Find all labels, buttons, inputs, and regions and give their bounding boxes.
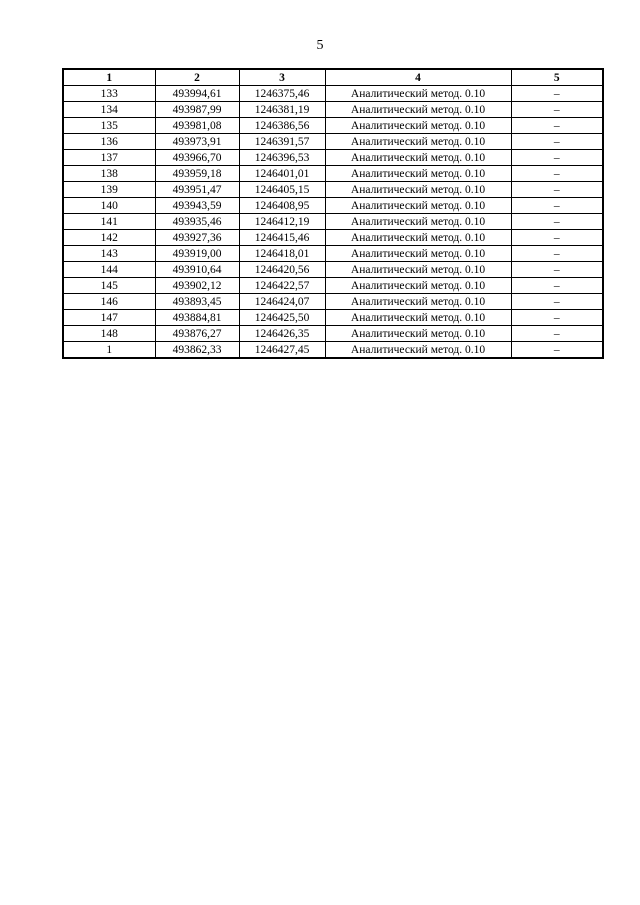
method-accuracy-cell: Аналитический метод. 0.10	[325, 310, 511, 326]
method-accuracy-cell: Аналитический метод. 0.10	[325, 198, 511, 214]
x-coordinate-cell: 493862,33	[155, 342, 239, 359]
x-coordinate-cell: 493987,99	[155, 102, 239, 118]
page-number: 5	[316, 38, 324, 53]
column-header-2: 2	[155, 69, 239, 86]
header-row	[63, 69, 603, 86]
coordinates-table	[62, 68, 604, 359]
method-accuracy-cell: Аналитический метод. 0.10	[325, 230, 511, 246]
point-number-cell: 147	[63, 310, 155, 326]
method-accuracy-cell: Аналитический метод. 0.10	[325, 278, 511, 294]
y-coordinate-cell: 1246420,56	[239, 262, 325, 278]
x-coordinate-cell: 493951,47	[155, 182, 239, 198]
point-number-cell: 135	[63, 118, 155, 134]
point-number-cell: 143	[63, 246, 155, 262]
point-number-cell: 139	[63, 182, 155, 198]
x-coordinate-cell: 493981,08	[155, 118, 239, 134]
y-coordinate-cell: 1246425,50	[239, 310, 325, 326]
x-coordinate-cell: 493966,70	[155, 150, 239, 166]
table-row	[63, 230, 603, 246]
y-coordinate-cell: 1246408,95	[239, 198, 325, 214]
point-number-cell: 1	[63, 342, 155, 359]
point-number-cell: 136	[63, 134, 155, 150]
method-accuracy-cell: Аналитический метод. 0.10	[325, 326, 511, 342]
note-cell: –	[511, 166, 603, 182]
method-accuracy-cell: Аналитический метод. 0.10	[325, 342, 511, 359]
table-row	[63, 278, 603, 294]
note-cell: –	[511, 262, 603, 278]
table-row	[63, 118, 603, 134]
table-row	[63, 214, 603, 230]
y-coordinate-cell: 1246426,35	[239, 326, 325, 342]
y-coordinate-cell: 1246415,46	[239, 230, 325, 246]
x-coordinate-cell: 493876,27	[155, 326, 239, 342]
point-number-cell: 138	[63, 166, 155, 182]
column-header-5: 5	[511, 69, 603, 86]
x-coordinate-cell: 493973,91	[155, 134, 239, 150]
table-row	[63, 246, 603, 262]
method-accuracy-cell: Аналитический метод. 0.10	[325, 134, 511, 150]
note-cell: –	[511, 150, 603, 166]
note-cell: –	[511, 310, 603, 326]
table-row	[63, 182, 603, 198]
method-accuracy-cell: Аналитический метод. 0.10	[325, 150, 511, 166]
x-coordinate-cell: 493910,64	[155, 262, 239, 278]
note-cell: –	[511, 86, 603, 102]
table-row	[63, 262, 603, 278]
point-number-cell: 142	[63, 230, 155, 246]
method-accuracy-cell: Аналитический метод. 0.10	[325, 86, 511, 102]
table-row	[63, 150, 603, 166]
note-cell: –	[511, 118, 603, 134]
x-coordinate-cell: 493893,45	[155, 294, 239, 310]
table-row	[63, 294, 603, 310]
point-number-cell: 137	[63, 150, 155, 166]
y-coordinate-cell: 1246424,07	[239, 294, 325, 310]
point-number-cell: 148	[63, 326, 155, 342]
y-coordinate-cell: 1246396,53	[239, 150, 325, 166]
y-coordinate-cell: 1246381,19	[239, 102, 325, 118]
method-accuracy-cell: Аналитический метод. 0.10	[325, 246, 511, 262]
point-number-cell: 141	[63, 214, 155, 230]
x-coordinate-cell: 493919,00	[155, 246, 239, 262]
point-number-cell: 144	[63, 262, 155, 278]
note-cell: –	[511, 342, 603, 359]
note-cell: –	[511, 294, 603, 310]
table-row	[63, 134, 603, 150]
note-cell: –	[511, 198, 603, 214]
table-row	[63, 166, 603, 182]
x-coordinate-cell: 493943,59	[155, 198, 239, 214]
point-number-cell: 140	[63, 198, 155, 214]
note-cell: –	[511, 182, 603, 198]
note-cell: –	[511, 326, 603, 342]
table-body	[63, 86, 603, 359]
y-coordinate-cell: 1246405,15	[239, 182, 325, 198]
x-coordinate-cell: 493927,36	[155, 230, 239, 246]
point-number-cell: 146	[63, 294, 155, 310]
method-accuracy-cell: Аналитический метод. 0.10	[325, 118, 511, 134]
table-row	[63, 86, 603, 102]
y-coordinate-cell: 1246391,57	[239, 134, 325, 150]
table-row	[63, 198, 603, 214]
table-header	[63, 69, 603, 86]
method-accuracy-cell: Аналитический метод. 0.10	[325, 182, 511, 198]
y-coordinate-cell: 1246401,01	[239, 166, 325, 182]
x-coordinate-cell: 493935,46	[155, 214, 239, 230]
y-coordinate-cell: 1246418,01	[239, 246, 325, 262]
method-accuracy-cell: Аналитический метод. 0.10	[325, 102, 511, 118]
point-number-cell: 145	[63, 278, 155, 294]
note-cell: –	[511, 214, 603, 230]
y-coordinate-cell: 1246422,57	[239, 278, 325, 294]
y-coordinate-cell: 1246386,56	[239, 118, 325, 134]
x-coordinate-cell: 493902,12	[155, 278, 239, 294]
y-coordinate-cell: 1246375,46	[239, 86, 325, 102]
table-row	[63, 342, 603, 359]
x-coordinate-cell: 493959,18	[155, 166, 239, 182]
point-number-cell: 133	[63, 86, 155, 102]
table-row	[63, 102, 603, 118]
method-accuracy-cell: Аналитический метод. 0.10	[325, 166, 511, 182]
note-cell: –	[511, 278, 603, 294]
method-accuracy-cell: Аналитический метод. 0.10	[325, 214, 511, 230]
table-row	[63, 326, 603, 342]
note-cell: –	[511, 134, 603, 150]
note-cell: –	[511, 246, 603, 262]
x-coordinate-cell: 493994,61	[155, 86, 239, 102]
x-coordinate-cell: 493884,81	[155, 310, 239, 326]
y-coordinate-cell: 1246427,45	[239, 342, 325, 359]
column-header-3: 3	[239, 69, 325, 86]
note-cell: –	[511, 102, 603, 118]
note-cell: –	[511, 230, 603, 246]
y-coordinate-cell: 1246412,19	[239, 214, 325, 230]
method-accuracy-cell: Аналитический метод. 0.10	[325, 262, 511, 278]
method-accuracy-cell: Аналитический метод. 0.10	[325, 294, 511, 310]
point-number-cell: 134	[63, 102, 155, 118]
table-row	[63, 310, 603, 326]
column-header-4: 4	[325, 69, 511, 86]
column-header-1: 1	[63, 69, 155, 86]
